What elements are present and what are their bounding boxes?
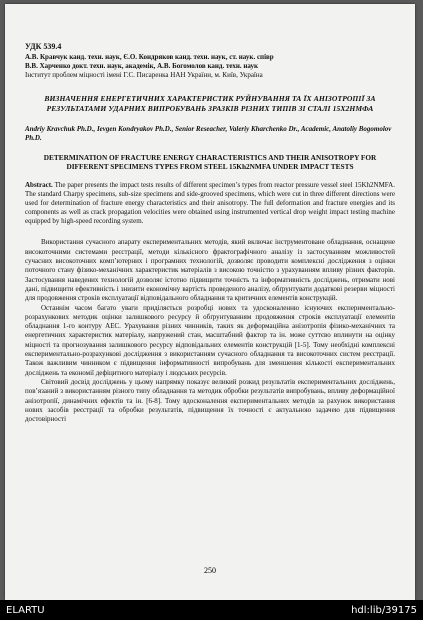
abstract: [25, 181, 395, 226]
body-paragraph: Останнім часом багато уваги приділяється розробці нових та удосконаленню існуючих експериментально-розрахункових методик оцінки залишкового ресурсу й обґрунтуванням продовження строків експлуатації елементів обладнання 1-го контуру АЕС. Урахування різних чинників, таких як деформаційна анізотропія фізико-механічних та енергетичних характеристик матеріалу, напружений стан, масштабний фактор та ін. може суттєво вплинути на оцінку міцності та прогнозування залишкового ресурсу відповідальних елементів конструкцій [1-5]. Тому необхідні комплексні експериментально-розрахункові дослідження з використанням сучасного обладнання та високоточних систем реєстрації. Також важливим чинником є підвищення інформативності випробувань для зменшення кількості експериментальних досліджень та економії дефіцитного матеріалу і людських ресурсів.: [25, 303, 395, 377]
handle-id: hdl:lib/39175: [351, 605, 417, 616]
document-page: [5, 4, 415, 600]
authors-line: В.В. Харченко докт. техн. наук, академік, А.В. Богомолов канд. техн. наук: [25, 62, 259, 70]
repository-footer: [0, 600, 423, 620]
body-paragraph: Використання сучасного апарату експериментальних методів, який включає інструментоване обладнання, оснащене високоточними системами реєстрації, методи кількісного фрактографічного аналізу із застосуванням можливостей сучасних високоточних комп’ютерних і програмних технологій, дозволяє проводити комплексні дослідження з оцінки поточного стану фізико-механічних характеристик матеріалів з високою точністю з урахуванням впливу різних факторів. Застосування наведених технологій дозволяє істотно підвищити точність та інформативність досліджень, отримати нові дані, підвищити ефективність і знизити економічну вартість проведеного аналізу, обґрунтувати додаткові резерви міцності для продовження строків експлуатації відповідального обладнання та критичних елементів конструкцій.: [25, 238, 395, 303]
title-english: DETERMINATION OF FRACTURE ENERGY CHARACTERISTICS AND THEIR ANISOTROPY FOR DIFFERENT SPECIMENS TYPES FROM STEEL 15Kh2NMFA UNDER IMPACT TESTS: [43, 153, 377, 171]
authors-english: Andriy Kravchuk Ph.D., Ievgen Kondryakov Ph.D., Senior Reseacher, Valeriy Kharchenko Dr., Academic, Anatoliy Bogomolov Ph.D.: [25, 125, 392, 142]
title-ukrainian: ВИЗНАЧЕННЯ ЕНЕРГЕТИЧНИХ ХАРАКТЕРИСТИК РУЙНУВАННЯ ТА ЇХ АНІЗОТРОПІЇ ЗА РЕЗУЛЬТАТАМИ УДАРНИХ ВИПРОБУВАНЬ ЗРАЗКІВ РІЗНИХ ТИПІВ ЗІ СТАЛІ 15Х2НМФА: [44, 94, 376, 113]
page-number: 250: [204, 566, 216, 575]
authors-line: А.В. Кравчук канд. техн. наук, Є.О. Кондряков канд. техн. наук, ст. наук. співр: [25, 53, 274, 61]
authors-ua: [25, 53, 395, 80]
body-paragraph: Світовий досвід досліджень у цьому напрямку показує великий розкид результатів експериментальних досліджень, пов’язаний з використанням різного типу обладнання та методик обробки результатів випробувань, впливу деформаційної анізотропії, динамічних ефектів та ін. [6-8]. Тому вдосконалення експериментальних методів за рахунок використання нових засобів реєстрації та обробки результатів, підвищення їх точності є актуальною задачею для підвищення достовірності: [25, 377, 395, 424]
page-content: [25, 42, 395, 424]
abstract-text: The paper presents the impact tests results of different specimen’s types from reactor pressure vessel steel 15Kh2NMFA. The standard Charpy specimens, sub-size specimens and side-grooved specimens, which were cut in three different directions were used for determination of fracture energy characteristics and their anisotropy. The full deformation and fracture energies and its components as well as crack propagation velocities were obtained using instrumented vertical drop weight impact testing machine equipped by high-speed recording system.: [25, 181, 395, 226]
repository-name: ELARTU: [6, 605, 45, 616]
abstract-label: Abstract.: [25, 181, 53, 189]
institution-line: Інститут проблем міцності імені Г.С. Писаренка НАН України, м. Київ, Україна: [25, 71, 263, 79]
udk-code: УДК 539.4: [25, 42, 62, 51]
